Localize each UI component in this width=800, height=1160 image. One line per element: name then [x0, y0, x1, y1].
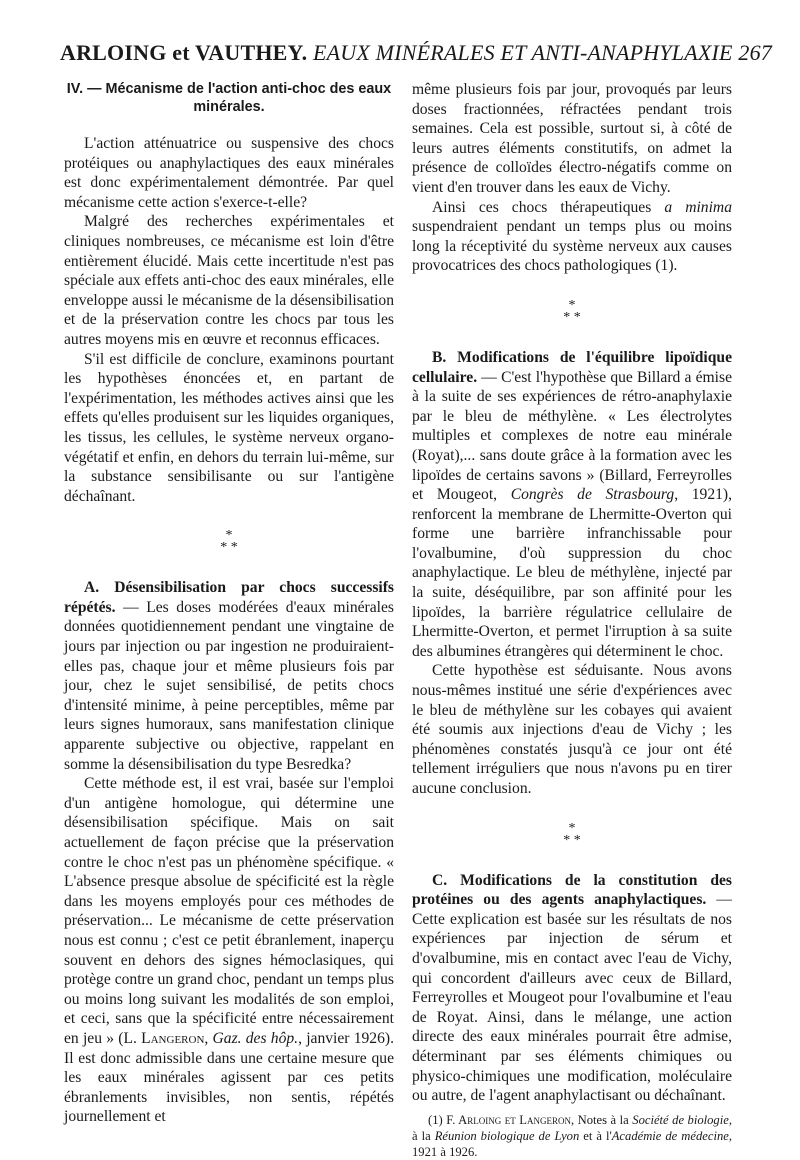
paragraph: Cette hypothèse est séduisante. Nous avons nous-mêmes institué une série d'expériences avec le bleu de méthylène sur les cobayes qui avaient été soumis aux injections d'eau de Vichy ; les phénomènes constatés jusqu'à ce jour ont été tellement irréguliers que nous n'avons pu en tirer aucune conclusion. — [412, 662, 732, 797]
section-title: IV. — Mécanisme de l'action anti-choc des eaux minérales. — [66, 81, 392, 115]
running-header — [60, 40, 772, 66]
footnote: (1) F. Arloing et Langeron, Notes à la Société de biologie, à la Réunion biologique de Lyon et à l'Académie de médecine, 1921 à 1926. — [412, 1112, 732, 1159]
right-column — [412, 80, 732, 1160]
paragraph: L'action atténuatrice ou suspensive des chocs protéiques ou anaphylactiques des eaux minérales est donc expérimentalement démontrée. Par quel mécanisme cette action s'exerce-t-elle? — [64, 135, 394, 211]
separator-stars-bottom: * * — [220, 540, 238, 556]
latin-phrase: a minima — [664, 198, 732, 216]
separator-stars-bottom: * * — [563, 309, 581, 325]
paragraph: Malgré des recherches expérimentales et cliniques nombreuses, ce mécanisme est loin d'être entièrement élucidé. Mais cette incertitude n'est pas spéciale aux effets anti-choc des eaux minérales, elle enveloppe aussi le mécanisme de la désensibilisation et de la préservation contre les chocs par tous les autres moyens mis en œuvre et reconnus efficaces. — [64, 213, 394, 348]
subsection-a-heading: A. Désensibilisation par chocs successifs répétés. — [64, 579, 394, 616]
subsection-a — [64, 578, 394, 774]
page-number: 267 — [738, 40, 772, 65]
separator-star-top: * — [568, 297, 576, 313]
subsection-b-heading: B. Modifications de l'équilibre lipoïdique cellulaire. — [412, 348, 732, 386]
subsection-c: C. Modifications de la constitution des protéines ou des agents anaphylactiques. — Cette explication est basée sur les résultats de nos expériences par injection de sérum et d'ovalbumine, mis en contact avec l'eau de Vichy, qui concordent d'ailleurs avec ceux de Billard, Ferreyrolles et Mougeot pour l'ovalbumine et l'eau de Royat. Ainsi, dans le mélange, une action directe des eaux minérales pourrait être admise, déterminant par ses éléments chimiques ou physico-chimiques une modification, moléculaire ou autre, de l'agent anaphylactisant ou déchaînant. — [412, 871, 732, 1105]
section-separator — [412, 297, 732, 325]
header-authors: ARLOING et VAUTHEY. — [60, 40, 308, 65]
section-separator — [64, 530, 394, 554]
paragraph: Cette méthode est, il est vrai, basée sur l'emploi d'un antigène homologue, qui détermine une désensibilisation spécifique. Mais on sait actuellement de façon précise que la préservation contre le choc n'est pas un phénomène spécifique. « L'absence presque absolue de spécificité est la règle dans les moyens employés pour ces méthodes de préservation... Le mécanisme de cette préservation nous est connu ; c'est ce petit ébranlement, inaperçu souvent en dehors des signes hémoclasiques, qui protège contre un grand choc, pendant un temps plus ou moins long suivant les modalités de son emploi, et ceci, sans que la spécificité entre nécessairement en jeu » (L. Langeron, Gaz. des hôp., janvier 1926). Il est donc admissible dans une certaine mesure que les eaux minérales agissent par ces petits ébranlements invisibles, non sentis, répétés journellement et — [64, 775, 394, 1126]
footnote-authors: F. Arloing et Langeron — [446, 1112, 571, 1127]
header-title: EAUX MINÉRALES ET ANTI-ANAPHYLAXIE — [312, 40, 733, 65]
author-name: L. Langeron — [123, 1029, 205, 1047]
subsection-c-heading: C. Modifications de la constitution des protéines ou des agents anaphylactiques. — [412, 871, 732, 909]
section-separator — [412, 820, 732, 848]
subsection-a-text: — Les doses modérées d'eaux minérales données quotidiennement pendant une vingtaine de jours par injection ou par ingestion ne produiraient-elles pas, chaque jour et même plusieurs fois par jour, chez le sujet sensibilisé, de petits chocs d'intensité minime, à peine perceptibles, même par leurs signes humoraux, sans manifestation clinique apparente subjective ou objective, rappelant en somme la désensibilisation du type Besredka? — [64, 598, 394, 773]
congress-name: Congrès de Strasbourg — [510, 486, 675, 504]
journal-name: Gaz. des hôp. — [212, 1029, 299, 1047]
paragraph: Ainsi ces chocs thérapeutiques a minima suspendraient pendant un temps plus ou moins long la réceptivité du système nerveux aux causes provocatrices des chocs pathologiques (1). — [412, 198, 732, 275]
left-column — [64, 80, 394, 1127]
subsection-b: B. Modifications de l'équilibre lipoïdique cellulaire. — C'est l'hypothèse que Billard a émise à la suite de ses expériences de rétro-anaphylaxie par le bleu de méthylène. « Les électrolytes multiples et complexes de notre eau minérale (Royat),... sans doute grâce à la formation avec les lipoïdes de certains savons » (Billard, Ferreyrolles et Mougeot, Congrès de Strasbourg, 1921), renforcent la membrane de Lhermitte-Overton qui forme une barrière infranchissable pour l'ovalbumine, d'où suppression du choc anaphylactique. Le bleu de méthylène, injecté par la suite, déséquilibre, par son affinité pour les lipoïdes, la barrière régulatrice cellulaire de Lhermitte-Overton, et permet l'irruption à sa suite des albumines étrangères qui déterminent le choc. — [412, 348, 733, 660]
paragraph-continued: même plusieurs fois par jour, provoqués par leurs doses fractionnées, réfractées pendant trois semaines. Cela est possible, surtout si, à côté de leurs autres éléments constitutifs, on admet la présence de colloïdes électro-négatifs comme on vient d'en trouver dans les eaux de Vichy. — [412, 81, 732, 196]
separator-star-top: * — [225, 528, 233, 544]
separator-stars-bottom: * * — [563, 832, 581, 848]
paragraph: S'il est difficile de conclure, examinons pourtant les hypothèses énoncées et, en partant de l'expérimentation, les méthodes actives ainsi que les effets qu'elles produisent sur les liquides organiques, les tissus, les cellules, le système nerveux organo-végétatif et enfin, en dehors du terrain lui-même, sur la substance sensibilisante ou sur l'antigène déchaînant. — [64, 350, 394, 505]
separator-star-top: * — [568, 820, 576, 836]
